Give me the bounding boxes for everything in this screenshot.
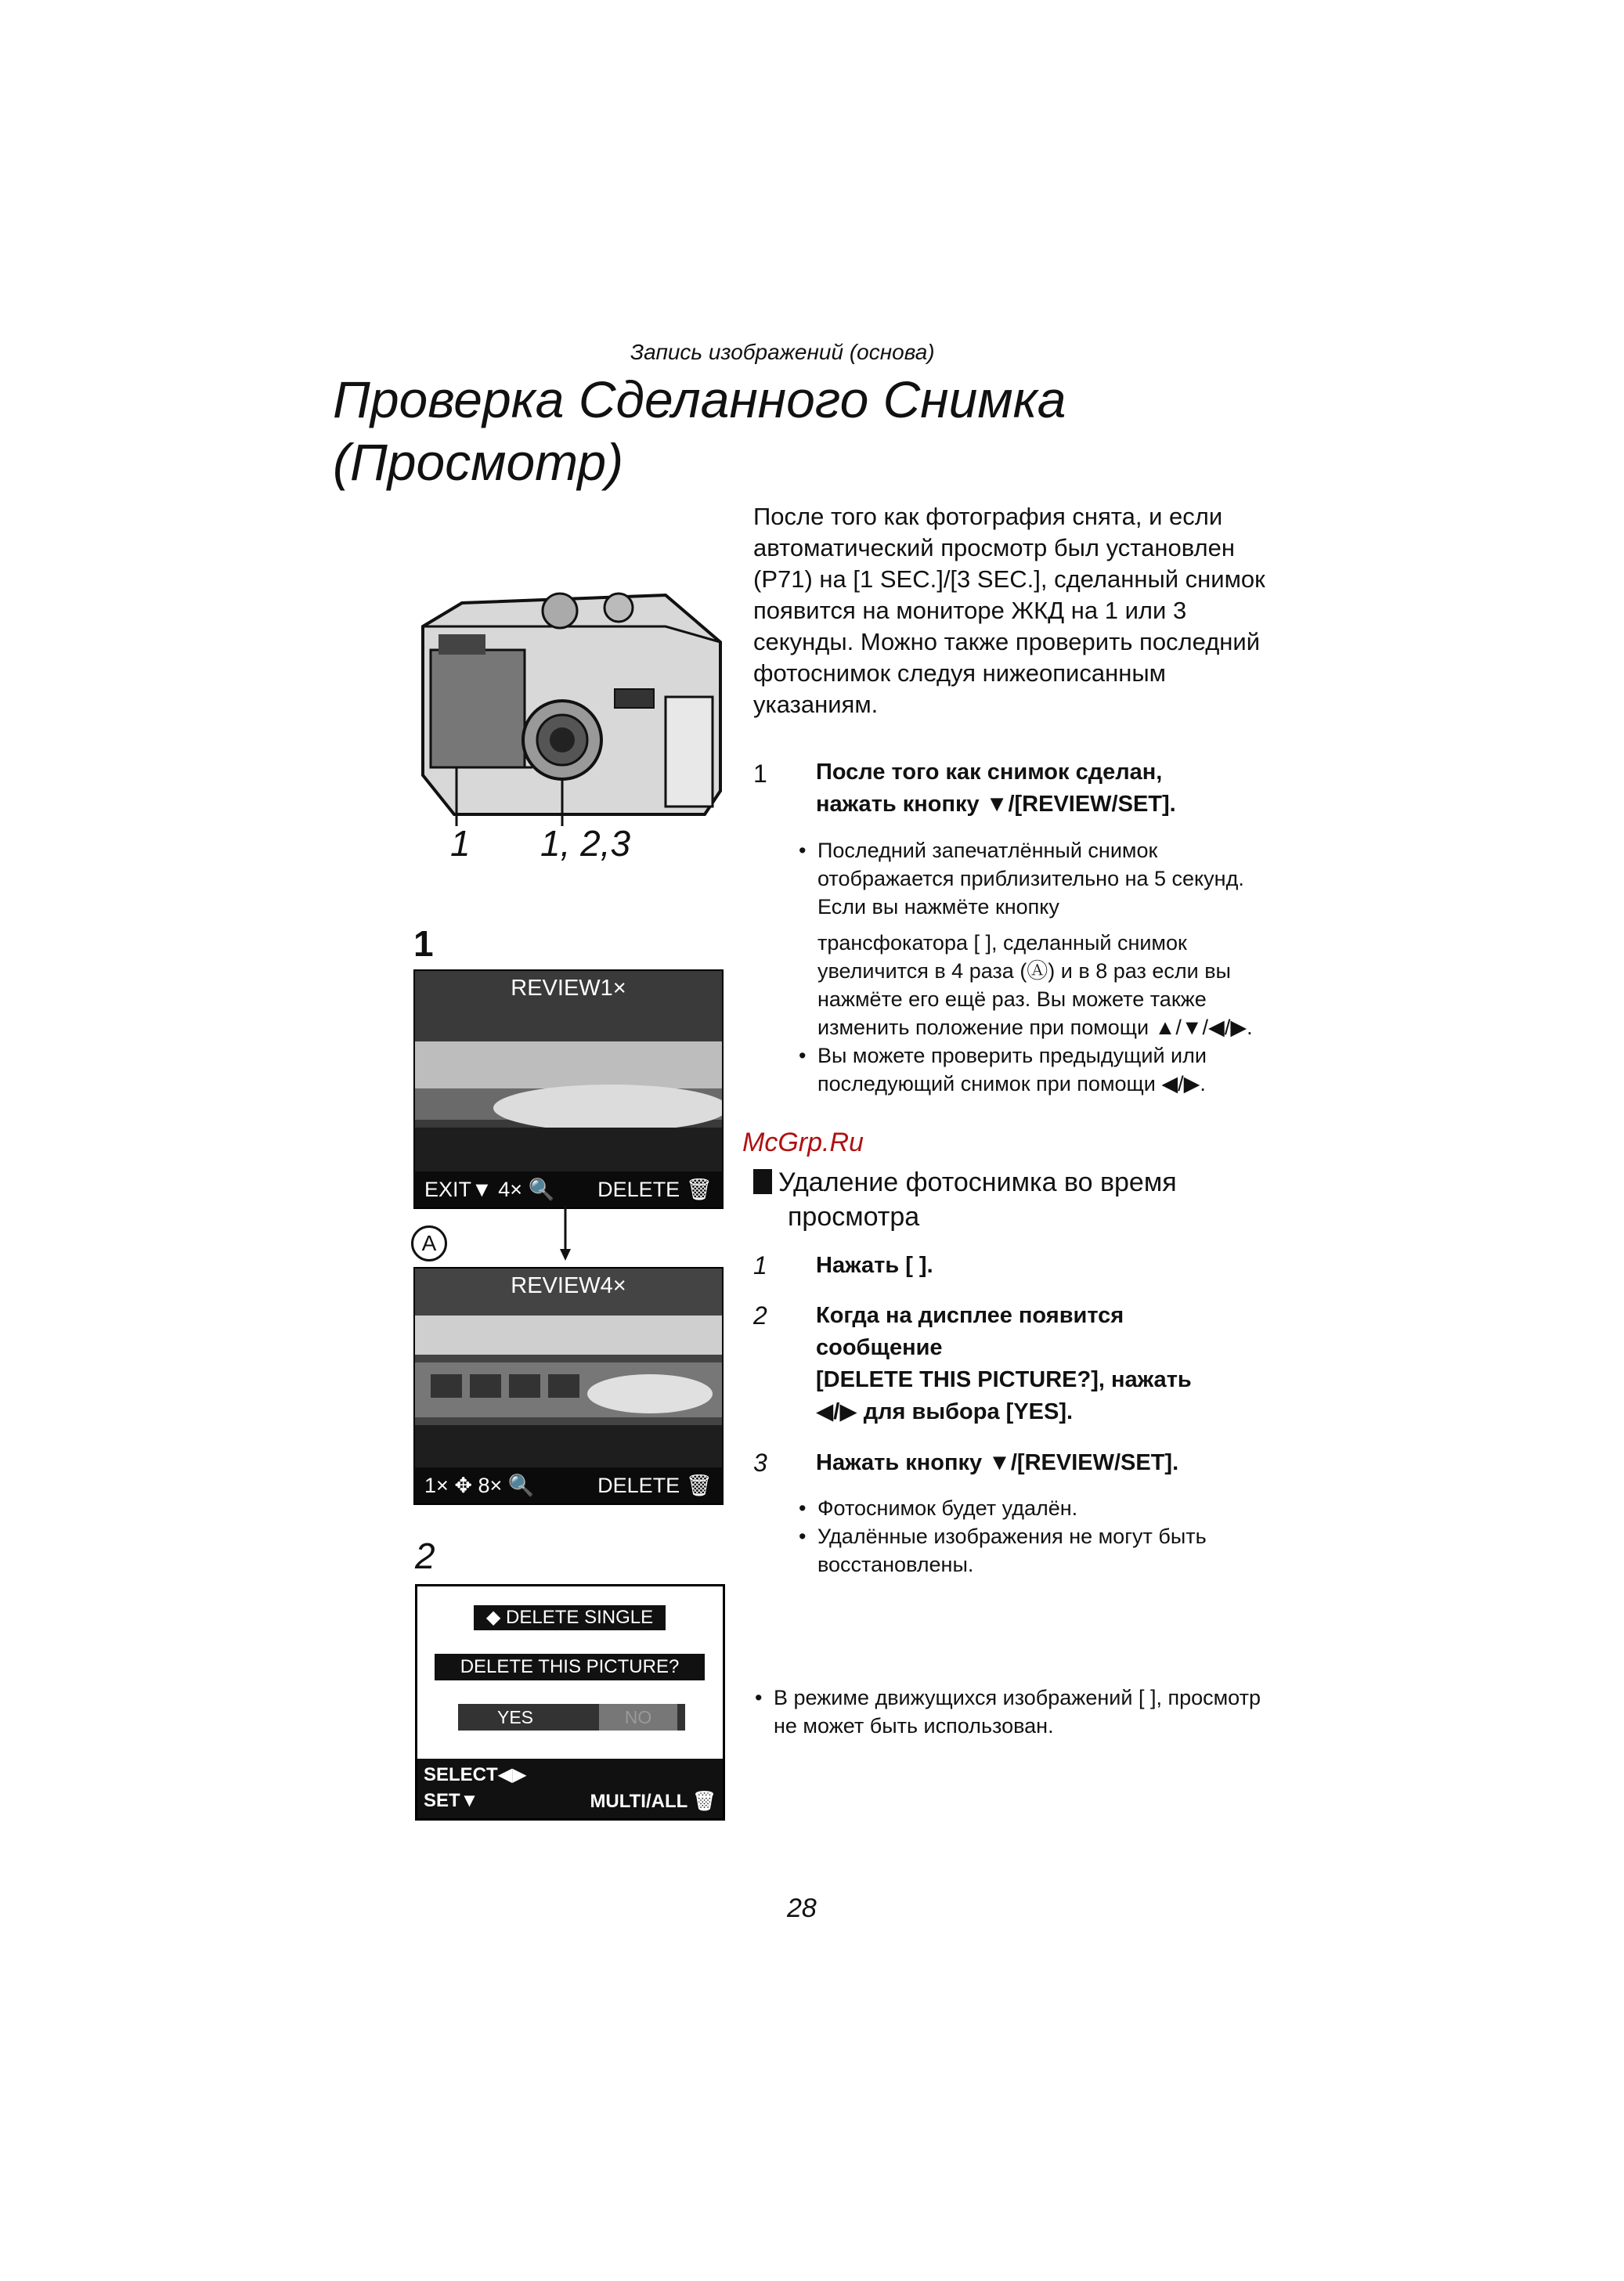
select-hint: SELECT◀▶ [424, 1764, 527, 1785]
title-line-2: (Просмотр) [333, 433, 624, 491]
move-icon: ✥ [454, 1474, 472, 1497]
trash-icon: 🗑 [685, 1474, 713, 1497]
delete-step-3-text: Нажать кнопку ▼/[REVIEW/SET]. [816, 1450, 1179, 1475]
yes-option: YES [497, 1707, 534, 1727]
page-number: 28 [787, 1893, 817, 1923]
dialog-header: ◆ DELETE SINGLE [474, 1605, 666, 1630]
figure-label-a: A [411, 1225, 447, 1261]
lcd-review-4x [413, 1267, 724, 1505]
bullet-deleted: • Фотоснимок будет удалён. [799, 1494, 1269, 1522]
arrow-down-icon [558, 1206, 573, 1262]
delete-step-1-text: Нажать [ ]. [816, 1253, 933, 1278]
delete-icon: ◆ [485, 1607, 501, 1628]
yes-no-selector [458, 1704, 685, 1731]
delete-label: DELETE 🗑 [597, 1178, 713, 1201]
step-1-text: После того как снимок сделан, нажать кнопку ▼/[REVIEW/SET]. [816, 760, 1176, 817]
camera-label-123: 1, 2,3 [540, 823, 631, 864]
delete-step-1-number: 1 [753, 1251, 767, 1279]
lcd-bottom-bar [415, 1467, 722, 1503]
bullet-prev-next: • Вы можете проверить предыдущий или последующий снимок при помощи ◀/▶. [799, 1041, 1284, 1098]
dialog-bottom-bar [417, 1759, 723, 1818]
set-hint: SET▼ [424, 1790, 479, 1811]
lcd-review-1x [413, 969, 724, 1209]
delete-section-heading: Удаление фотоснимка во время просмотра [753, 1165, 1286, 1234]
exit-zoom-label: EXIT▼ 4× 🔍 [424, 1178, 555, 1201]
delete-bullets [799, 1494, 1269, 1579]
delete-label: DELETE 🗑 [597, 1474, 713, 1497]
multi-all-hint: MULTI/ALL 🗑 [590, 1791, 716, 1812]
delete-step-2-text: Когда на дисплее появится сообщение [DELETE THIS PICTURE?], нажать ◀/▶ для выбора [YES]. [816, 1303, 1192, 1424]
section-square-icon [753, 1169, 772, 1194]
watermark: McGrp.Ru [742, 1128, 864, 1157]
title-line-1: Проверка Сделанного Снимка [333, 370, 1066, 428]
lcd-bottom-bar [415, 1171, 722, 1207]
figure-label-2: 2 [415, 1536, 435, 1576]
step-1-number: 1 [753, 760, 767, 788]
no-option: NO [599, 1704, 677, 1731]
page-title [333, 368, 1066, 493]
motion-mode-note: • В режиме движущихся изображений [ ], просмотр не может быть использован. [755, 1684, 1272, 1740]
lcd-caption: REVIEW4× [511, 1273, 626, 1298]
camera-illustration [407, 579, 736, 861]
intro-paragraph: После того как фотография снята, и если автоматический просмотр был установлен (P71) на [1 SEC.]/[3 SEC.], сделанный снимок появится на мониторе ЖКД на 1 или 3 секунды. Можно также проверить последний фотоснимок следуя нижеописанным указаниям. [753, 503, 1265, 718]
figure-label-1: 1 [413, 923, 434, 964]
zoom-magnifier-icon: 🔍 [507, 1474, 535, 1497]
delete-step-2-number: 2 [753, 1301, 767, 1330]
section-label: Запись изображений (основа) [630, 340, 935, 364]
step-1-bullets [799, 836, 1284, 1098]
bullet-last-image: • Последний запечатлённый снимок отображается приблизительно на 5 секунд. Если вы нажмёте кнопку трансфокатора [ ], сделанный снимок увеличится в 4 раза (Ⓐ) и в 8 раз если вы нажмёте его ещё раз. Вы можете также изменить положение при помощи ▲/▼/◀/▶. [799, 836, 1284, 1041]
delete-step-3-number: 3 [753, 1449, 767, 1477]
dialog-question: DELETE THIS PICTURE? [435, 1654, 705, 1680]
zoom-magnifier-icon: 🔍 [528, 1178, 555, 1201]
camera-label-1: 1 [450, 823, 471, 864]
zoom-levels: 1× ✥ 8× 🔍 [424, 1474, 535, 1497]
bullet-not-restorable: • Удалённые изображения не могут быть восстановлены. [799, 1522, 1269, 1579]
lcd-delete-dialog [415, 1584, 725, 1821]
lcd-caption: REVIEW1× [511, 976, 626, 1001]
trash-icon: 🗑 [692, 1791, 716, 1812]
trash-icon: 🗑 [685, 1178, 713, 1201]
